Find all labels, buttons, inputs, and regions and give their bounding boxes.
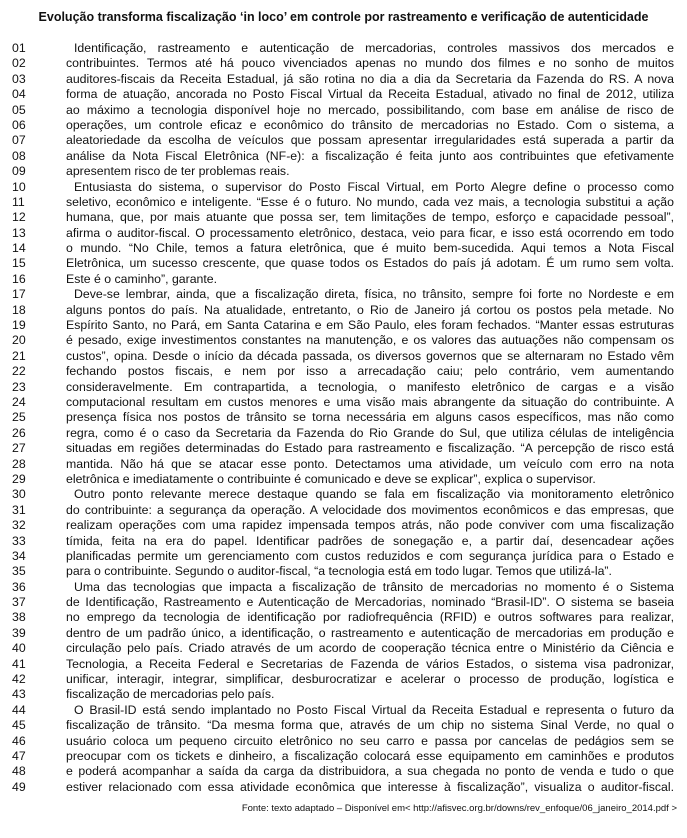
text-line	[12, 103, 682, 118]
line-number: 33	[12, 533, 26, 548]
text-line	[12, 210, 682, 225]
line-number: 23	[12, 379, 26, 394]
line-number: 19	[12, 318, 26, 333]
line-text: Uma das tecnologias que impacta a fiscalização de trânsito de mercadorias no momento é o Sistema	[74, 579, 674, 594]
text-line	[12, 395, 682, 410]
line-number: 47	[12, 748, 26, 763]
line-text: Outro ponto relevante merece destaque quando se fala em fiscalização via monitoramento eletrônico	[74, 487, 674, 502]
line-text: ao máximo a tecnologia disponível hoje no mercado, possibilitando, com base em análise de risco de	[66, 102, 674, 117]
line-number: 45	[12, 718, 26, 733]
line-text: o mundo. “No Chile, temos a fatura eletrônica, que é muito bem-sucedida. Aqui temos a Nota Fiscal	[66, 241, 674, 256]
line-text: Deve-se lembrar, ainda, que a fiscalização direta, física, no trânsito, sempre foi forte no Nordeste e em	[74, 287, 674, 302]
text-line	[12, 426, 682, 441]
line-text: do contribuinte: a segurança da operação. A velocidade dos movimentos econômicos e das empresas, que	[66, 502, 674, 517]
line-text: humana, que, por mais atuante que possa ser, tem limitações de tempo, esforço e capacidade pessoal”,	[66, 210, 674, 225]
text-line	[12, 287, 682, 302]
line-text: Eletrônica, um sucesso crescente, que quase todos os Estados do país já adotam. É um rumo sem volta.	[66, 256, 674, 271]
line-number: 21	[12, 348, 26, 363]
line-number: 37	[12, 595, 26, 610]
line-number: 49	[12, 779, 26, 794]
text-line	[12, 410, 682, 425]
line-text: seletivo, econômico e inteligente. “Esse é o futuro. No mundo, cada vez mais, a tecnologia substitui a ação	[66, 194, 674, 209]
text-line	[12, 518, 682, 533]
text-line	[12, 780, 682, 795]
line-text: afirma o auditor-fiscal. O processamento eletrônico, destaca, veio para ficar, e isso está ocorrendo em todo	[66, 225, 674, 240]
line-text: computacional resultam em custos menores e uma visão mais abrangente da situação do contribuinte. A	[66, 394, 674, 409]
line-text: Identificação, rastreamento e autenticação de mercadorias, controles massivos dos mercados e	[74, 41, 674, 55]
line-number: 22	[12, 364, 26, 379]
line-text: Espírito Santo, no Pará, em Santa Catarina e em São Paulo, eles foram fechados. “Manter essas estruturas	[66, 318, 674, 333]
line-text: contribuintes. Termos até há pouco vivenciados apenas no mundo dos filmes e no sonho de muitos	[66, 56, 674, 71]
line-text: eletrônica e imediatamente o contribuinte é comunicado e deve se explicar”, explica o supervisor.	[66, 471, 596, 486]
text-line	[12, 626, 682, 641]
text-line	[12, 595, 682, 610]
text-line	[12, 534, 682, 549]
line-text: realizam operações com uma rapidez impensada tempos atrás, não pode conviver com uma fiscalização	[66, 518, 674, 533]
line-number: 18	[12, 302, 26, 317]
line-text: presença física nos postos de trânsito se torna necessária em alguns casos específicos, mas não como	[66, 410, 674, 425]
line-number: 14	[12, 241, 26, 256]
line-text: para o contribuinte. Segundo o auditor-fiscal, “a tecnologia está em todo lugar. Temos que utilizá-la”.	[66, 564, 612, 579]
line-number: 39	[12, 625, 26, 640]
text-line	[12, 441, 682, 456]
line-text: tímida, feita na era do papel. Identificar padrões de sonegação e, a partir daí, desencadear ações	[66, 533, 674, 548]
text-line	[12, 672, 682, 687]
line-number: 11	[12, 194, 25, 209]
line-text: regra, como é o caso da Secretaria da Fazenda do Rio Grande do Sul, que utiliza células de inteligência	[66, 425, 674, 440]
line-number: 17	[12, 287, 26, 302]
line-number: 01	[12, 41, 26, 55]
text-line	[12, 564, 682, 579]
text-line	[12, 180, 682, 195]
line-text: mantida. Não há que se atacar esse ponto. Detectamos uma atividade, um veículo com erro na nota	[66, 456, 674, 471]
line-number: 13	[12, 225, 26, 240]
line-text: preocupar com os tickets e dinheiro, a fiscalização colocará esse equipamento em caminhões e produtos	[66, 748, 674, 763]
text-line	[12, 734, 682, 749]
line-number: 15	[12, 256, 26, 271]
line-text: Este é o caminho”, garante.	[66, 271, 218, 286]
text-line	[12, 241, 682, 256]
line-text: análise da Nota Fiscal Eletrônica (NF-e): a fiscalização é feita junto aos contribuintes que efetivamente	[66, 148, 674, 163]
line-number: 38	[12, 610, 26, 625]
line-number: 25	[12, 410, 26, 425]
line-text: apresentem risco de ter problemas reais.	[66, 164, 290, 179]
line-text: fiscalização de trânsito. “Da mesma forma que, através de um chip no sistema Sinal Verde, no qual o	[66, 718, 674, 733]
line-text: no emprego da tecnologia de identificação por radiofrequência (RFID) e outros softwares para realizar,	[66, 610, 674, 625]
line-number: 08	[12, 148, 26, 163]
text-line	[12, 41, 682, 56]
line-text: fechando postos fiscais, e nem por isso a arrecadação caiu; pelo contrário, vem aumentando	[66, 364, 674, 379]
line-number: 07	[12, 133, 26, 148]
text-line	[12, 364, 682, 379]
text-line	[12, 303, 682, 318]
text-line	[12, 457, 682, 472]
line-text: e poderá acompanhar a saída da carga da distribuidora, a sua chegada no ponto de venda e tudo o que	[66, 764, 674, 779]
line-number: 09	[12, 164, 26, 179]
source-citation: Fonte: texto adaptado – Disponível em< http://afisvec.org.br/downs/rev_enfoque/06_janeiro_2014.pdf >	[241, 803, 677, 814]
line-number: 03	[12, 71, 26, 86]
text-line	[12, 118, 682, 133]
article-title: Evolução transforma fiscalização ‘in loco’ em controle por rastreamento e verificação de autenticidade	[38, 10, 649, 24]
line-number: 48	[12, 764, 26, 779]
text-line	[12, 72, 682, 87]
line-text: unificar, interagir, integrar, simplificar, desburocratizar e acelerar o processo de produção, logística e	[66, 672, 674, 687]
text-line	[12, 657, 682, 672]
line-number: 29	[12, 471, 26, 486]
line-text: auditores-fiscais da Receita Estadual, já são rotina no dia a dia da Secretaria da Fazenda do RS. A nova	[66, 71, 674, 86]
text-line	[12, 349, 682, 364]
line-text: planificadas permite um gerenciamento com custos reduzidos e com segurança jurídica para o Estado e	[66, 548, 674, 563]
line-number: 20	[12, 333, 26, 348]
line-text: usuário coloca um pequeno circuito eletrônico no seu carro e passa por cancelas de pedágios sem se	[66, 733, 674, 748]
line-text: operações, um controle eficaz e econômico do trânsito de mercadorias no Estado. Com o sistema, a	[66, 117, 674, 132]
text-line	[12, 149, 682, 164]
text-line	[12, 56, 682, 71]
text-line	[12, 641, 682, 656]
line-number: 02	[12, 56, 26, 71]
line-text: Entusiasta do sistema, o supervisor do Posto Fiscal Virtual, em Porto Alegre define o processo como	[74, 179, 674, 194]
line-number: 16	[12, 271, 26, 286]
text-line	[12, 749, 682, 764]
line-text: alguns pontos do país. Na atualidade, entretanto, o Rio de Janeiro já cortou os postos pela metade. No	[66, 302, 674, 317]
line-text: aleatoriedade da escolha de veículos que possam apresentar irregularidades está superada a partir da	[66, 133, 674, 148]
line-number: 44	[12, 702, 26, 717]
line-number: 10	[12, 179, 26, 194]
line-number: 30	[12, 487, 26, 502]
line-number: 26	[12, 425, 26, 440]
text-line	[12, 764, 682, 779]
line-number: 06	[12, 117, 26, 132]
text-line	[12, 195, 682, 210]
text-line	[12, 503, 682, 518]
line-text: de Identificação, Rastreamento e Autenticação de Mercadorias, nominado “Brasil-ID”. O sistema se baseia	[66, 595, 674, 610]
text-line	[12, 256, 682, 271]
line-number: 40	[12, 641, 26, 656]
line-number: 05	[12, 102, 26, 117]
text-line	[12, 164, 682, 179]
line-number: 34	[12, 548, 26, 563]
line-text: situadas em regiões determinadas do Estado para rastreamento e fiscalização. “A percepção de risco está	[66, 441, 674, 456]
numbered-text-body	[12, 41, 682, 795]
line-number: 46	[12, 733, 26, 748]
text-line	[12, 87, 682, 102]
line-text: estiver relacionado com essa atividade econômica que interesse à fiscalização”, visualiza o auditor-fiscal.	[66, 779, 674, 794]
line-number: 12	[12, 210, 26, 225]
text-line	[12, 549, 682, 564]
line-text: fiscalização de mercadorias pelo país.	[66, 687, 275, 702]
line-text: consideravelmente. Em contrapartida, a tecnologia, o manifesto eletrônico de cargas e a visão	[66, 379, 674, 394]
line-text: O Brasil-ID está sendo implantado no Posto Fiscal Virtual da Receita Estadual e representa o futuro da	[74, 702, 674, 717]
text-line	[12, 272, 682, 287]
line-number: 42	[12, 672, 26, 687]
text-line	[12, 718, 682, 733]
text-line	[12, 610, 682, 625]
line-number: 31	[12, 502, 26, 517]
line-number: 32	[12, 518, 26, 533]
text-line	[12, 687, 682, 702]
text-line	[12, 133, 682, 148]
text-line	[12, 487, 682, 502]
line-text: custos”, opina. Desde o início da década passada, os diversos governos que se alternaram no Estado vêm	[66, 348, 674, 363]
text-line	[12, 380, 682, 395]
line-text: Tecnologia, a Receita Federal e Secretarias de Fazenda de vários Estados, o sistema visa padronizar,	[66, 656, 674, 671]
line-number: 36	[12, 579, 26, 594]
text-line	[12, 318, 682, 333]
line-number: 35	[12, 564, 26, 579]
line-text: forma de atuação, ancorada no Posto Fiscal Virtual da Receita Estadual, ativado no final de 2012, utiliza	[66, 87, 674, 102]
text-line	[12, 333, 682, 348]
line-number: 27	[12, 441, 26, 456]
line-text: é pesado, exige investimentos constantes na manutenção, e os valores das autuações não compensam os	[66, 333, 674, 348]
line-text: circulação pelo país. Criado através de um acordo de cooperação técnica entre o Ministério da Ciência e	[66, 641, 674, 656]
line-number: 24	[12, 394, 26, 409]
text-line	[12, 703, 682, 718]
line-number: 28	[12, 456, 26, 471]
text-line	[12, 226, 682, 241]
text-line	[12, 472, 682, 487]
line-number: 43	[12, 687, 26, 702]
text-line	[12, 580, 682, 595]
line-text: dentro de um padrão único, a identificação, o rastreamento e autenticação de mercadorias em produção e	[66, 625, 674, 640]
line-number: 41	[12, 656, 26, 671]
line-number: 04	[12, 87, 26, 102]
